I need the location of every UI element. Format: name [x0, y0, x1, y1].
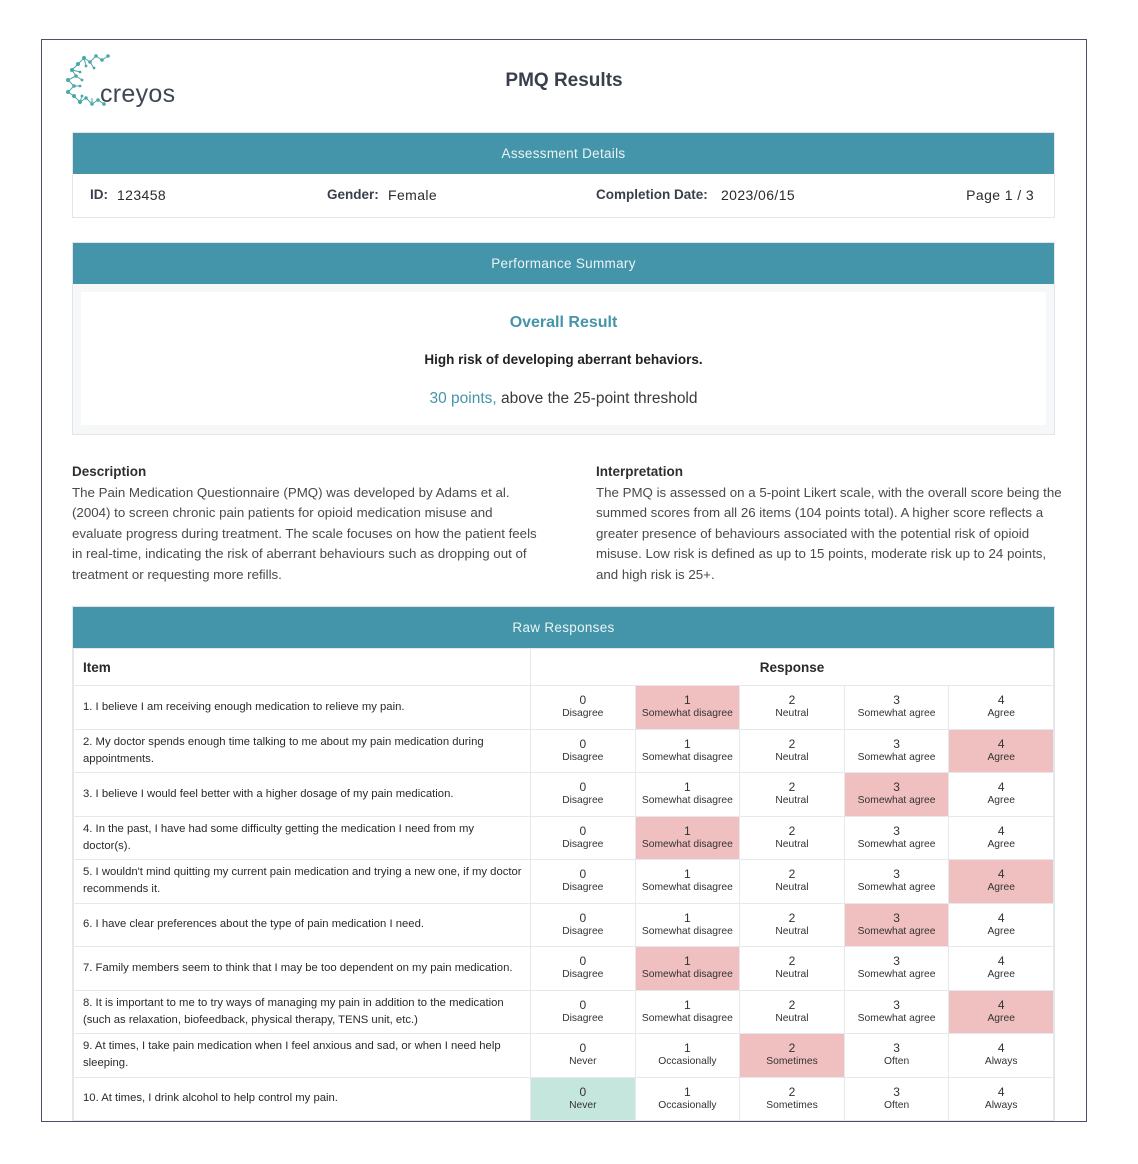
response-score: 2	[788, 867, 796, 882]
response-score: 0	[579, 736, 587, 751]
response-score: 1	[684, 910, 691, 925]
response-label: Occasionally	[658, 1099, 717, 1111]
response-label: Agree	[987, 708, 1015, 720]
gender-value: Female	[388, 187, 438, 203]
response-label: Neutral	[775, 969, 809, 981]
question-cell: 10. At times, I drink alcohol to help control my pain.	[74, 1077, 531, 1121]
response-label: Neutral	[775, 1012, 809, 1024]
response-score: 1	[684, 1041, 691, 1056]
response-cell	[531, 1034, 636, 1078]
response-cell	[740, 729, 845, 773]
response-label: Somewhat disagree	[641, 838, 733, 850]
assessment-details-heading: Assessment Details	[73, 133, 1054, 174]
response-cell	[740, 860, 845, 904]
response-label: Agree	[987, 795, 1015, 807]
response-score: 1	[684, 736, 691, 751]
response-cell	[844, 947, 949, 991]
response-cell	[949, 903, 1054, 947]
raw-responses-panel	[72, 606, 1055, 1122]
response-label: Somewhat agree	[857, 795, 936, 807]
question-cell: 1. I believe I am receiving enough medication to relieve my pain.	[74, 686, 531, 730]
response-column-header: Response	[531, 649, 1054, 686]
response-score: 0	[579, 954, 587, 969]
response-score: 0	[579, 997, 587, 1012]
response-score: 3	[893, 823, 900, 838]
response-score: 0	[579, 693, 587, 708]
selected-response-cell	[844, 773, 949, 817]
response-cell	[531, 903, 636, 947]
response-label: Agree	[987, 751, 1015, 763]
selected-response-cell	[635, 947, 740, 991]
response-cell	[635, 990, 740, 1034]
description-text: The Pain Medication Questionnaire (PMQ) was developed by Adams et al. (2004) to screen chronic pain patients for opioid medication misuse and evaluate progress during treatment. The scale focuses on how the patient feels in real-time, indicating the risk of aberrant behaviours such as dropping out of treatment or requesting more refills.	[72, 484, 537, 582]
response-label: Somewhat agree	[857, 925, 936, 937]
question-cell: 5. I wouldn't mind quitting my current pain medication and trying a new one, if my doctor recommends it.	[74, 860, 531, 904]
response-label: Somewhat agree	[857, 882, 936, 894]
response-label: Never	[569, 1056, 597, 1068]
response-label: Somewhat agree	[857, 1012, 936, 1024]
response-score: 4	[997, 1041, 1005, 1056]
question-cell: 6. I have clear preferences about the type of pain medication I need.	[74, 903, 531, 947]
response-label: Somewhat disagree	[641, 708, 733, 720]
gender-label: Gender:	[327, 187, 379, 202]
response-cell	[740, 990, 845, 1034]
table-row	[74, 860, 1054, 904]
response-score: 1	[684, 780, 691, 795]
interpretation-heading: Interpretation	[596, 464, 684, 479]
assessment-details-panel	[72, 132, 1055, 218]
response-cell	[635, 1077, 740, 1121]
response-label: Sometimes	[766, 1099, 818, 1111]
response-score: 0	[579, 910, 587, 925]
response-cell	[740, 947, 845, 991]
selected-response-cell	[844, 903, 949, 947]
response-score: 4	[997, 954, 1005, 969]
response-label: Always	[984, 1099, 1018, 1111]
selected-response-cell	[949, 990, 1054, 1034]
table-row	[74, 686, 1054, 730]
response-label: Often	[883, 1099, 910, 1111]
page-title: PMQ Results	[505, 70, 623, 91]
response-score: 0	[579, 867, 587, 882]
id-label: ID:	[90, 187, 108, 202]
response-label: Disagree	[562, 795, 604, 807]
page-indicator: Page 1 / 3	[966, 187, 1034, 203]
performance-summary-heading: Performance Summary	[73, 243, 1054, 284]
response-cell	[740, 903, 845, 947]
response-label: Somewhat disagree	[641, 795, 733, 807]
response-cell	[844, 990, 949, 1034]
table-header-row	[74, 649, 1054, 686]
response-cell	[844, 1077, 949, 1121]
response-label: Somewhat disagree	[641, 1012, 733, 1024]
selected-response-cell	[531, 1077, 636, 1121]
response-score: 1	[684, 867, 691, 882]
response-label: Somewhat agree	[857, 969, 936, 981]
response-score: 3	[893, 910, 900, 925]
response-score: 4	[997, 693, 1005, 708]
response-label: Disagree	[562, 1012, 604, 1024]
response-score: 0	[579, 1084, 587, 1099]
response-score: 4	[997, 736, 1005, 751]
response-label: Never	[569, 1099, 597, 1111]
response-label: Neutral	[775, 925, 809, 937]
description-heading: Description	[72, 464, 147, 479]
response-label: Somewhat disagree	[641, 882, 733, 894]
response-cell	[531, 990, 636, 1034]
response-cell	[949, 1077, 1054, 1121]
summary-content	[81, 292, 1046, 425]
performance-summary-panel	[72, 242, 1055, 435]
question-cell: 8. It is important to me to try ways of managing my pain in addition to the medication (such as relaxation, biofeedback, physical therapy, TENS unit, etc.)	[74, 990, 531, 1034]
response-score: 1	[684, 823, 691, 838]
response-score: 3	[893, 867, 900, 882]
response-score: 3	[893, 997, 900, 1012]
response-score: 2	[788, 1041, 796, 1056]
response-score: 0	[579, 1041, 587, 1056]
response-cell	[844, 816, 949, 860]
completion-date-value: 2023/06/15	[721, 187, 796, 203]
table-row	[74, 947, 1054, 991]
response-score: 3	[893, 954, 900, 969]
response-cell	[949, 686, 1054, 730]
table-row	[74, 1077, 1054, 1121]
response-label: Disagree	[562, 969, 604, 981]
response-label: Somewhat disagree	[641, 751, 733, 763]
report-page	[41, 39, 1087, 1122]
response-cell	[635, 1034, 740, 1078]
question-cell: 4. In the past, I have had some difficulty getting the medication I need from my doctor(s).	[74, 816, 531, 860]
response-label: Agree	[987, 838, 1015, 850]
response-label: Disagree	[562, 882, 604, 894]
response-cell	[740, 816, 845, 860]
interpretation-section	[596, 462, 1066, 586]
logo-text: creyos	[100, 80, 176, 108]
response-score: 4	[997, 823, 1005, 838]
question-cell: 7. Family members seem to think that I may be too dependent on my pain medication.	[74, 947, 531, 991]
response-score: 1	[684, 1084, 691, 1099]
question-cell: 9. At times, I take pain medication when I feel anxious and sad, or when I need help sleeping.	[74, 1034, 531, 1078]
response-cell	[949, 773, 1054, 817]
response-cell	[531, 773, 636, 817]
response-cell	[740, 773, 845, 817]
response-score: 2	[788, 1084, 796, 1099]
response-score: 4	[997, 780, 1005, 795]
response-score: 3	[893, 780, 900, 795]
response-label: Always	[984, 1056, 1018, 1068]
response-cell	[531, 947, 636, 991]
response-cell	[635, 860, 740, 904]
response-cell	[531, 686, 636, 730]
points-text	[81, 390, 1046, 408]
response-label: Agree	[987, 1012, 1015, 1024]
response-cell	[635, 773, 740, 817]
points-threshold: above the 25-point threshold	[496, 390, 698, 407]
response-label: Occasionally	[658, 1056, 717, 1068]
response-label: Disagree	[562, 838, 604, 850]
response-cell	[844, 1034, 949, 1078]
response-cell	[635, 903, 740, 947]
completion-date-label: Completion Date:	[596, 187, 708, 202]
response-label: Neutral	[775, 708, 809, 720]
response-label: Disagree	[562, 751, 604, 763]
response-score: 1	[684, 693, 691, 708]
response-label: Disagree	[562, 925, 604, 937]
selected-response-cell	[635, 816, 740, 860]
response-score: 4	[997, 910, 1005, 925]
response-label: Somewhat agree	[857, 751, 936, 763]
table-row	[74, 729, 1054, 773]
response-label: Somewhat agree	[857, 708, 936, 720]
response-score: 2	[788, 954, 796, 969]
response-label: Neutral	[775, 751, 809, 763]
response-score: 3	[893, 693, 900, 708]
question-cell: 2. My doctor spends enough time talking to me about my pain medication during appointments.	[74, 729, 531, 773]
response-label: Often	[883, 1056, 910, 1068]
selected-response-cell	[949, 729, 1054, 773]
response-cell	[635, 729, 740, 773]
response-label: Somewhat disagree	[641, 925, 733, 937]
response-cell	[844, 686, 949, 730]
response-score: 3	[893, 736, 900, 751]
response-score: 4	[997, 997, 1005, 1012]
interpretation-text: The PMQ is assessed on a 5-point Likert scale, with the overall score being the summed scores from all 26 items (104 points total). A higher score reflects a greater presence of behaviours associated with the potential risk of opioid misuse. Low risk is defined as up to 15 points, moderate risk up to 24 points, and high risk is 25+.	[596, 484, 1062, 582]
raw-responses-body	[74, 686, 1054, 1121]
table-row	[74, 1034, 1054, 1078]
id-value: 123458	[117, 187, 167, 203]
response-label: Agree	[987, 882, 1015, 894]
response-label: Agree	[987, 969, 1015, 981]
selected-response-cell	[949, 860, 1054, 904]
table-row	[74, 903, 1054, 947]
table-row	[74, 816, 1054, 860]
selected-response-cell	[740, 1034, 845, 1078]
response-cell	[531, 816, 636, 860]
response-cell	[844, 860, 949, 904]
response-score: 4	[997, 1084, 1005, 1099]
response-score: 3	[893, 1041, 900, 1056]
item-column-header: Item	[74, 649, 531, 686]
response-label: Neutral	[775, 838, 809, 850]
raw-responses-table	[73, 648, 1054, 1121]
table-row	[74, 990, 1054, 1034]
response-score: 3	[893, 1084, 900, 1099]
points-value: 30 points,	[429, 390, 497, 407]
response-label: Neutral	[775, 795, 809, 807]
overall-result-label: Overall Result	[509, 314, 618, 331]
response-score: 2	[788, 997, 796, 1012]
response-score: 2	[788, 736, 796, 751]
response-cell	[740, 1077, 845, 1121]
description-section	[72, 462, 542, 586]
response-score: 1	[684, 997, 691, 1012]
response-label: Somewhat agree	[857, 838, 936, 850]
response-score: 2	[788, 780, 796, 795]
response-score: 2	[788, 823, 796, 838]
raw-responses-heading: Raw Responses	[73, 607, 1054, 648]
response-score: 0	[579, 780, 587, 795]
response-cell	[740, 686, 845, 730]
details-row	[73, 174, 1054, 217]
risk-text: High risk of developing aberrant behaviors.	[424, 352, 703, 367]
response-label: Sometimes	[766, 1056, 818, 1068]
response-cell	[949, 816, 1054, 860]
response-cell	[844, 729, 949, 773]
response-label: Somewhat disagree	[641, 969, 733, 981]
response-score: 1	[684, 954, 691, 969]
table-row	[74, 773, 1054, 817]
response-score: 0	[579, 823, 587, 838]
response-cell	[949, 1034, 1054, 1078]
response-label: Disagree	[562, 708, 604, 720]
response-score: 2	[788, 910, 796, 925]
response-cell	[531, 860, 636, 904]
selected-response-cell	[635, 686, 740, 730]
response-cell	[949, 947, 1054, 991]
response-label: Agree	[987, 925, 1015, 937]
response-score: 2	[788, 693, 796, 708]
response-label: Neutral	[775, 882, 809, 894]
response-score: 4	[997, 867, 1005, 882]
response-cell	[531, 729, 636, 773]
question-cell: 3. I believe I would feel better with a higher dosage of my pain medication.	[74, 773, 531, 817]
